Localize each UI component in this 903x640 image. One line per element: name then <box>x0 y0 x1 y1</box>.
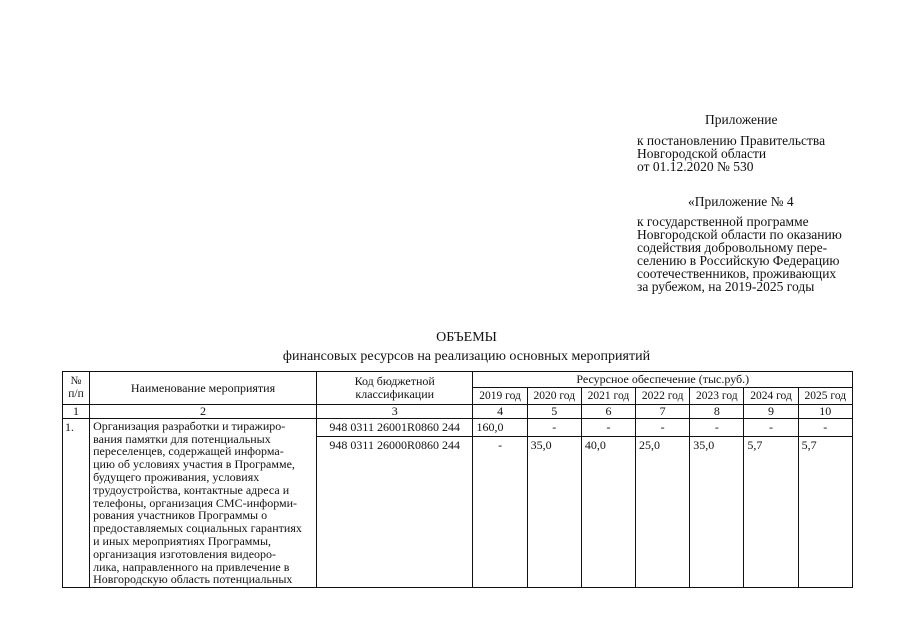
measure-name-line: лика, направленного на привлечение в <box>93 559 290 574</box>
header-year: 2024 год <box>744 388 798 405</box>
program-line: селению в Российскую Федерацию <box>637 253 840 268</box>
value-cell: - <box>527 418 581 436</box>
resolution-line: от 01.12.2020 № 530 <box>637 159 754 174</box>
resources-table <box>62 371 853 588</box>
program-line: соотечественников, проживающих <box>637 266 837 281</box>
value-cell: 35,0 <box>690 437 744 588</box>
program-line: содействия добровольному пере- <box>637 240 828 255</box>
value-cell: - <box>690 418 744 436</box>
document-title: ОБЪЕМЫ <box>436 330 497 345</box>
header-resources: Ресурсное обеспечение (тыс.руб.) <box>473 372 853 388</box>
row-number: 1. <box>63 418 90 587</box>
budget-code: 948 0311 26000R0860 244 <box>316 437 473 588</box>
resolution-reference <box>637 134 825 173</box>
program-line: к государственной программе <box>637 214 809 229</box>
header-year: 2023 год <box>690 388 744 405</box>
column-number: 7 <box>636 405 690 419</box>
value-cell: 40,0 <box>581 437 635 588</box>
column-number: 4 <box>473 405 527 419</box>
measure-name-line: предоставляемых социальных гарантиях <box>93 521 302 536</box>
value-cell: 25,0 <box>636 437 690 588</box>
program-line: Новгородской области по оказанию <box>637 227 842 242</box>
value-cell: - <box>473 437 527 588</box>
value-cell: 5,7 <box>798 437 852 588</box>
measure-name-line: будущего проживания, условиях <box>93 469 260 484</box>
resolution-line: Новгородской области <box>637 146 767 161</box>
column-number: 5 <box>527 405 581 419</box>
value-cell: - <box>636 418 690 436</box>
column-number: 3 <box>316 405 473 419</box>
measure-name-line: переселенцев, содержащей информа- <box>93 444 284 459</box>
value-cell: - <box>581 418 635 436</box>
measure-name-line: организация изготовления видеоро- <box>93 546 277 561</box>
measure-name-line: цию об условиях участия в Программе, <box>93 457 295 472</box>
document-subtitle: финансовых ресурсов на реализацию основных мероприятий <box>282 349 651 364</box>
header-code: Код бюджетной классификации <box>316 372 473 405</box>
header-year: 2019 год <box>473 388 527 405</box>
measure-name-line: трудоустройства, контактные адреса и <box>93 482 290 497</box>
column-number: 2 <box>90 405 317 419</box>
measure-name-line: Новгородскую область потенциальных <box>93 572 293 587</box>
column-number: 6 <box>581 405 635 419</box>
measure-name-line: рования участников Программы о <box>93 508 268 523</box>
column-number: 9 <box>744 405 798 419</box>
column-number: 8 <box>690 405 744 419</box>
value-cell: - <box>798 418 852 436</box>
measure-name-line: Организация разработки и тиражиро- <box>93 418 286 433</box>
appendix4-label: «Приложение № 4 <box>688 194 794 209</box>
appendix-label: Приложение <box>705 112 778 127</box>
measure-name-line: вания памятки для потенциальных <box>93 431 271 446</box>
header-year: 2022 год <box>636 388 690 405</box>
value-cell: 5,7 <box>744 437 798 588</box>
header-year: 2021 год <box>581 388 635 405</box>
header-year: 2025 год <box>798 388 852 405</box>
header-name: Наименование мероприятия <box>90 372 317 405</box>
measure-name <box>90 418 317 587</box>
header-year: 2020 год <box>527 388 581 405</box>
measure-name-line: телефоны, организация СМС-информи- <box>93 495 298 510</box>
resolution-line: к постановлению Правительства <box>637 133 826 148</box>
column-number: 1 <box>63 405 90 419</box>
measure-name-line: и иных мероприятиях Программы, <box>93 533 272 548</box>
value-cell: 35,0 <box>527 437 581 588</box>
value-cell: - <box>744 418 798 436</box>
program-reference <box>637 215 842 293</box>
value-cell: 160,0 <box>473 418 527 436</box>
budget-code: 948 0311 26001R0860 244 <box>316 418 473 436</box>
program-line: за рубежом, на 2019-2025 годы <box>637 279 815 294</box>
header-no: № п/п <box>63 372 90 405</box>
column-number: 10 <box>798 405 852 419</box>
